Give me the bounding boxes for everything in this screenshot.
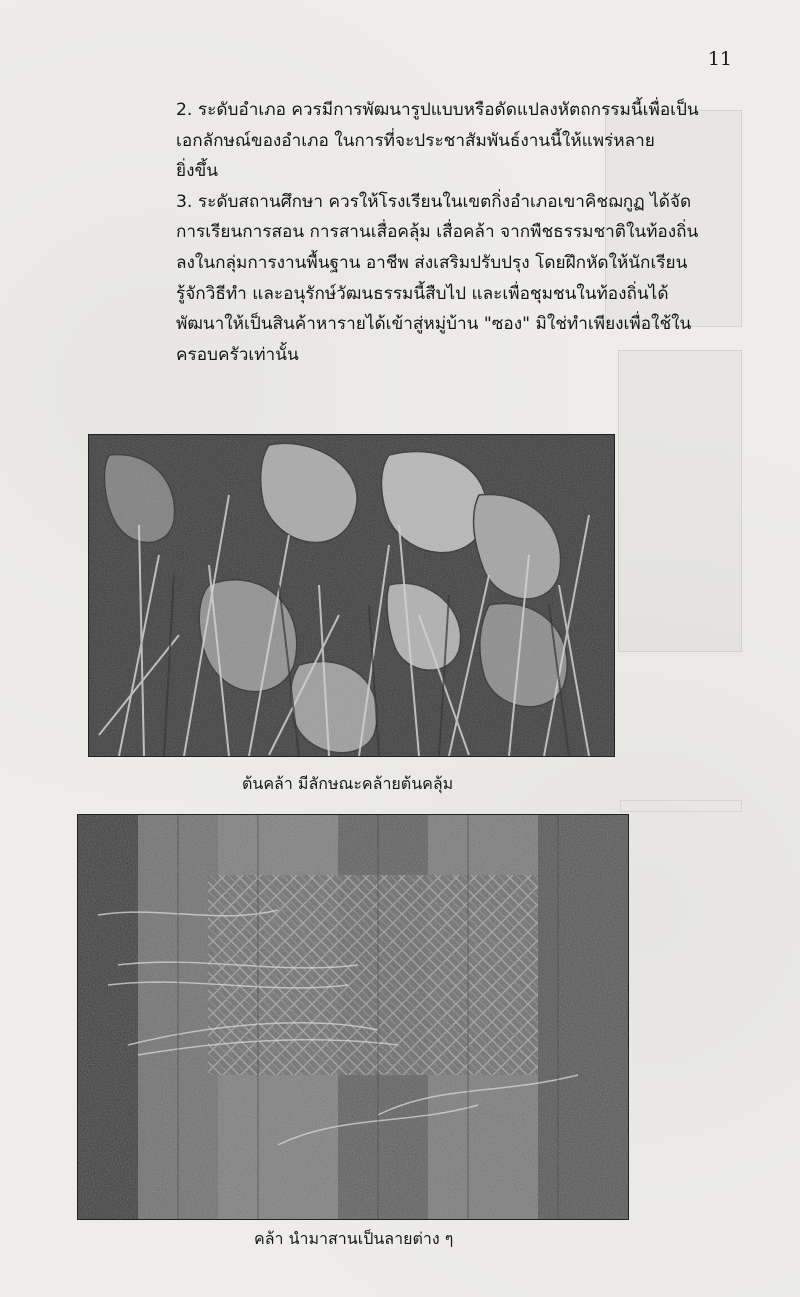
- body-text: [176, 95, 736, 370]
- text-line: รู้จักวิธีทำ และอนุรักษ์วัฒนธรรมนี้สืบไป และเพื่อชุมชนในท้องถิ่นได้: [176, 283, 669, 304]
- text-line: เอกลักษณ์ของอำเภอ ในการที่จะประชาสัมพันธ์งานนี้ให้แพร่หลาย: [176, 130, 655, 151]
- bleed-through-photo: [618, 350, 742, 652]
- figure-caption-woven-mat: คล้า นำมาสานเป็นลายต่าง ๆ: [254, 1229, 454, 1248]
- text-line: การเรียนการสอน การสานเสื่อคลุ้ม เสื่อคล้า จากพืชธรรมชาติในท้องถิ่น: [176, 222, 699, 243]
- text-line: ลงในกลุ่มการงานพื้นฐาน อาชีพ ส่งเสริมปรับปรุง โดยฝึกหัดให้นักเรียน: [176, 252, 688, 273]
- text-line: ยิ่งขึ้น: [176, 161, 218, 182]
- paragraph-district-level: [176, 95, 736, 187]
- woven-mat-photo-graphic: [78, 815, 628, 1219]
- text-line: ครอบครัวเท่านั้น: [176, 344, 299, 365]
- figure-caption-plant: ต้นคล้า มีลักษณะคล้ายต้นคลุ้ม: [242, 774, 454, 793]
- text-line: 2. ระดับอำเภอ ควรมีการพัฒนารูปแบบหรือดัดแปลงหัตถกรรมนี้เพื่อเป็น: [176, 100, 699, 120]
- page-number: 11: [707, 48, 732, 70]
- text-line: พัฒนาให้เป็นสินค้าหารายได้เข้าสู่หมู่บ้าน "ซอง" มิใช่ทำเพียงเพื่อใช้ใน: [176, 314, 692, 335]
- bleed-through-photo: [620, 800, 742, 812]
- photo-of-woven-khla-mat: [77, 814, 629, 1220]
- photo-of-khla-plant: [88, 434, 615, 757]
- text-line: 3. ระดับสถานศึกษา ควรให้โรงเรียนในเขตกิ่งอำเภอเขาคิชฌกูฏ ได้จัด: [176, 191, 692, 212]
- plant-photo-graphic: [89, 435, 614, 756]
- paragraph-school-level: [176, 187, 736, 371]
